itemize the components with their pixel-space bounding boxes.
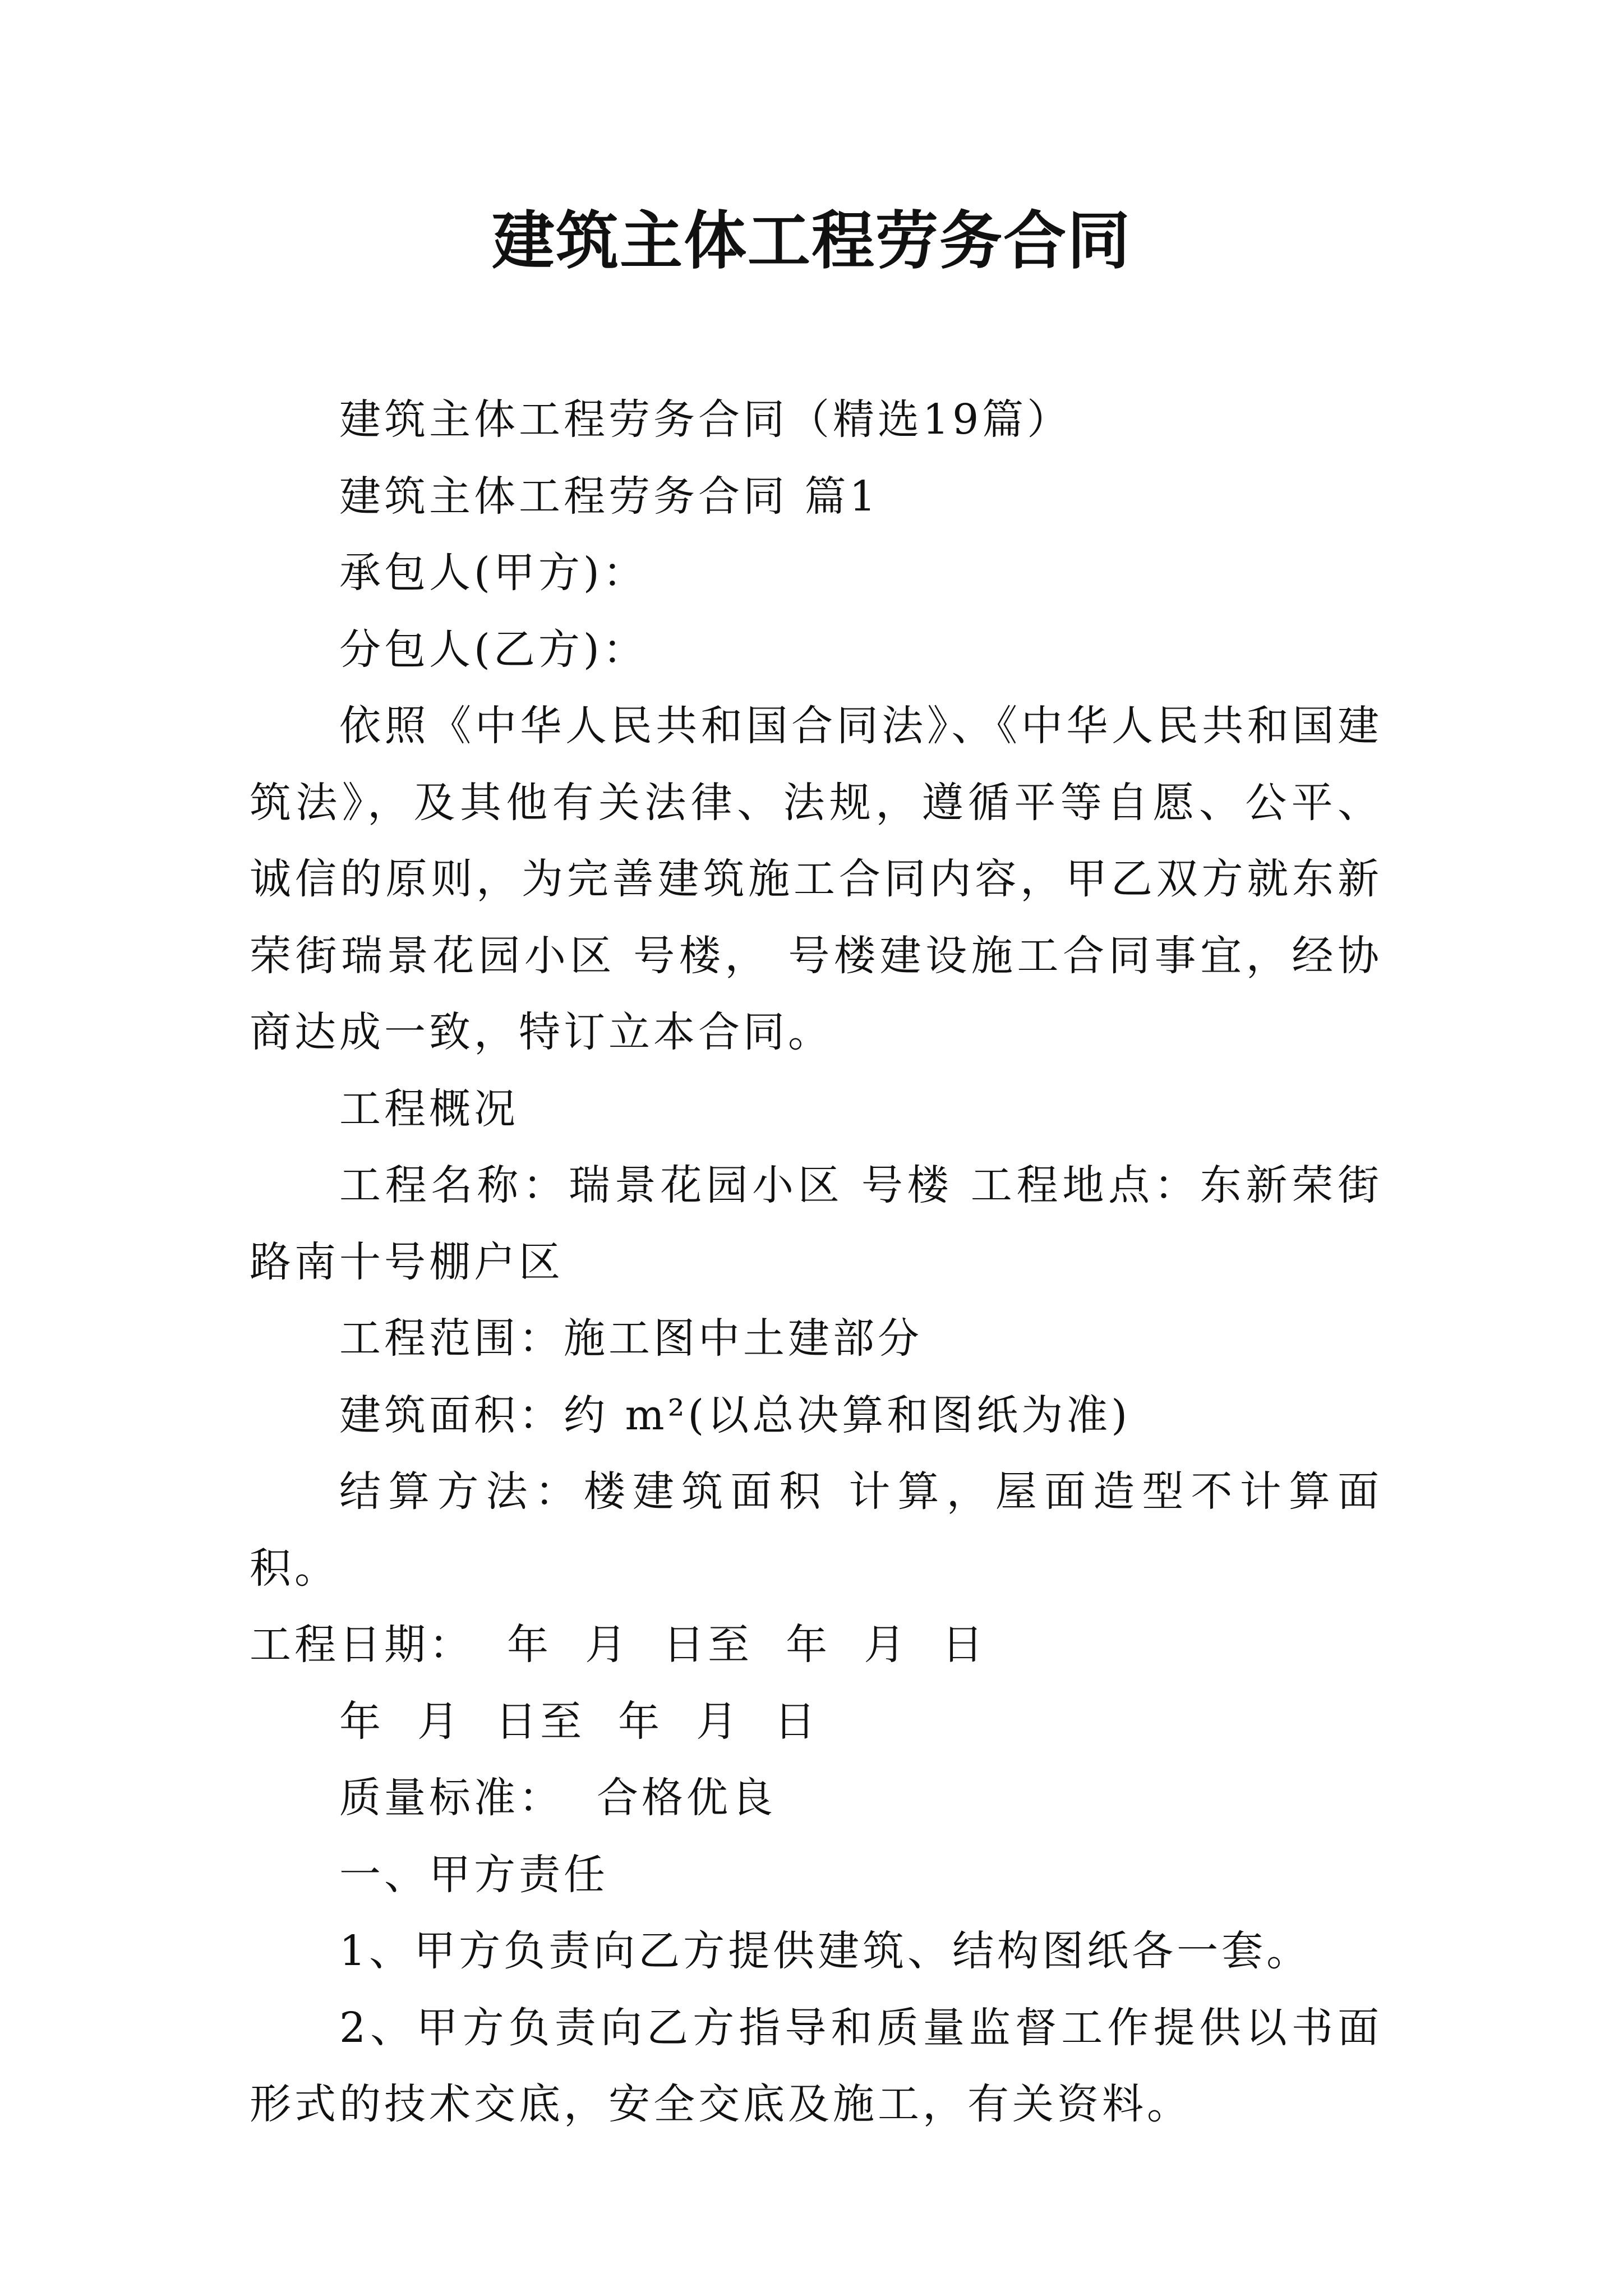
paragraph: 工程概况 bbox=[339, 1084, 519, 1133]
paragraph: 工程范围：施工图中土建部分 bbox=[339, 1314, 923, 1363]
paragraph: 1、甲方负责向乙方提供建筑、结构图纸各一套。 bbox=[339, 1927, 1312, 1975]
paragraph: 年 月 日至 年 月 日 bbox=[339, 1697, 819, 1746]
paragraph: 建筑主体工程劳务合同（精选19篇） bbox=[339, 395, 1072, 444]
document-title: 建筑主体工程劳务合同 bbox=[492, 204, 1131, 278]
paragraph: 承包人(甲方)： bbox=[339, 549, 648, 597]
document-body bbox=[250, 381, 1382, 2143]
paragraph: 依照《中华人民共和国合同法》、《中华人民共和国建筑法》，及其他有关法律、法规，遵循平等自愿、公平、诚信的原则，为完善建筑施工合同内容，甲乙双方就东新荣街瑞景花园小区 号楼， 号楼建设施工合同事宜，经协商达成一致，特订立本合同。 bbox=[250, 702, 1382, 1056]
paragraph: 建筑主体工程劳务合同 篇1 bbox=[339, 472, 879, 521]
paragraph: 2、甲方负责向乙方指导和质量监督工作提供以书面形式的技术交底，安全交底及施工，有关资料。 bbox=[250, 2003, 1382, 2128]
paragraph: 分包人(乙方)： bbox=[339, 625, 648, 674]
paragraph: 建筑面积：约 m²(以总决算和图纸为准) bbox=[339, 1391, 1131, 1439]
paragraph: 工程日期： 年 月 日至 年 月 日 bbox=[250, 1621, 987, 1669]
paragraph: 质量标准： 合格优良 bbox=[339, 1774, 777, 1822]
paragraph: 工程名称：瑞景花园小区 号楼 工程地点：东新荣街路南十号棚户区 bbox=[250, 1161, 1382, 1286]
paragraph: 结算方法：楼建筑面积 计算，屋面造型不计算面积。 bbox=[250, 1467, 1382, 1593]
paragraph: 一、甲方责任 bbox=[339, 1850, 608, 1899]
